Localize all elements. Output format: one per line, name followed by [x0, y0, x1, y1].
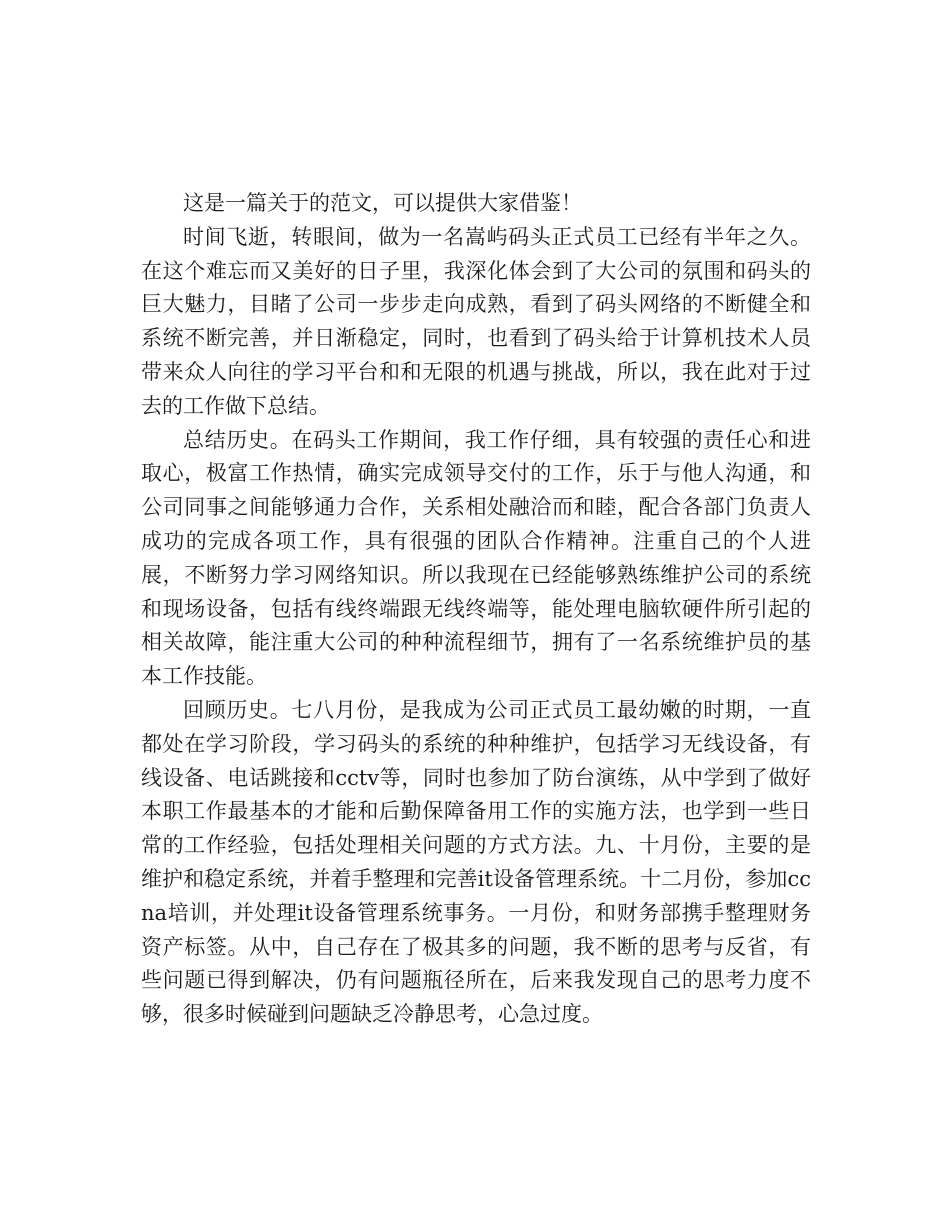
intro-paragraph: 这是一篇关于的范文，可以提供大家借鉴！ [183, 191, 582, 215]
summary-paragraph: 总结历史。在码头工作期间，我工作仔细，具有较强的责任心和进取心，极富工作热情，确实完成领导交付的工作，乐于与他人沟通，和公司同事之间能够通力合作，关系相处融洽而和睦，配合各部门负责人成功的完成各项工作，具有很强的团队合作精神。注重自己的个人进展，不断努力学习网络知识。所以我现在已经能够熟练维护公司的系统和现场设备，包括有线终端跟无线终端等，能处理电脑软硬件所引起的相关故障，能注重大公司的种种流程细节，拥有了一名系统维护员的基本工作技能。 [141, 427, 811, 689]
document-body [141, 187, 811, 1032]
review-paragraph: 回顾历史。七八月份，是我成为公司正式员工最幼嫩的时期，一直都处在学习阶段，学习码头的系统的种种维护，包括学习无线设备，有线设备、电话跳接和cctv等，同时也参加了防台演练，从中学到了做好本职工作最基本的才能和后勤保障备用工作的实施方法，也学到一些日常的工作经验，包括处理相关问题的方式方法。九、十月份，主要的是维护和稳定系统，并着手整理和完善it设备管理系统。十二月份，参加ccna培训，并处理it设备管理系统事务。一月份，和财务部携手整理财务资产标签。从中，自己存在了极其多的问题，我不断的思考与反省，有些问题已得到解决，仍有问题瓶径所在，后来我发现自己的思考力度不够，很多时候碰到问题缺乏冷静思考，心急过度。 [141, 697, 811, 1027]
opening-paragraph: 时间飞逝，转眼间，做为一名嵩屿码头正式员工已经有半年之久。在这个难忘而又美好的日子里，我深化体会到了大公司的氛围和码头的巨大魅力，目睹了公司一步步走向成熟，看到了码头网络的不断健全和系统不断完善，并日渐稳定，同时，也看到了码头给于计算机技术人员带来众人向往的学习平台和和无限的机遇与挑战，所以，我在此对于过去的工作做下总结。 [141, 224, 811, 418]
